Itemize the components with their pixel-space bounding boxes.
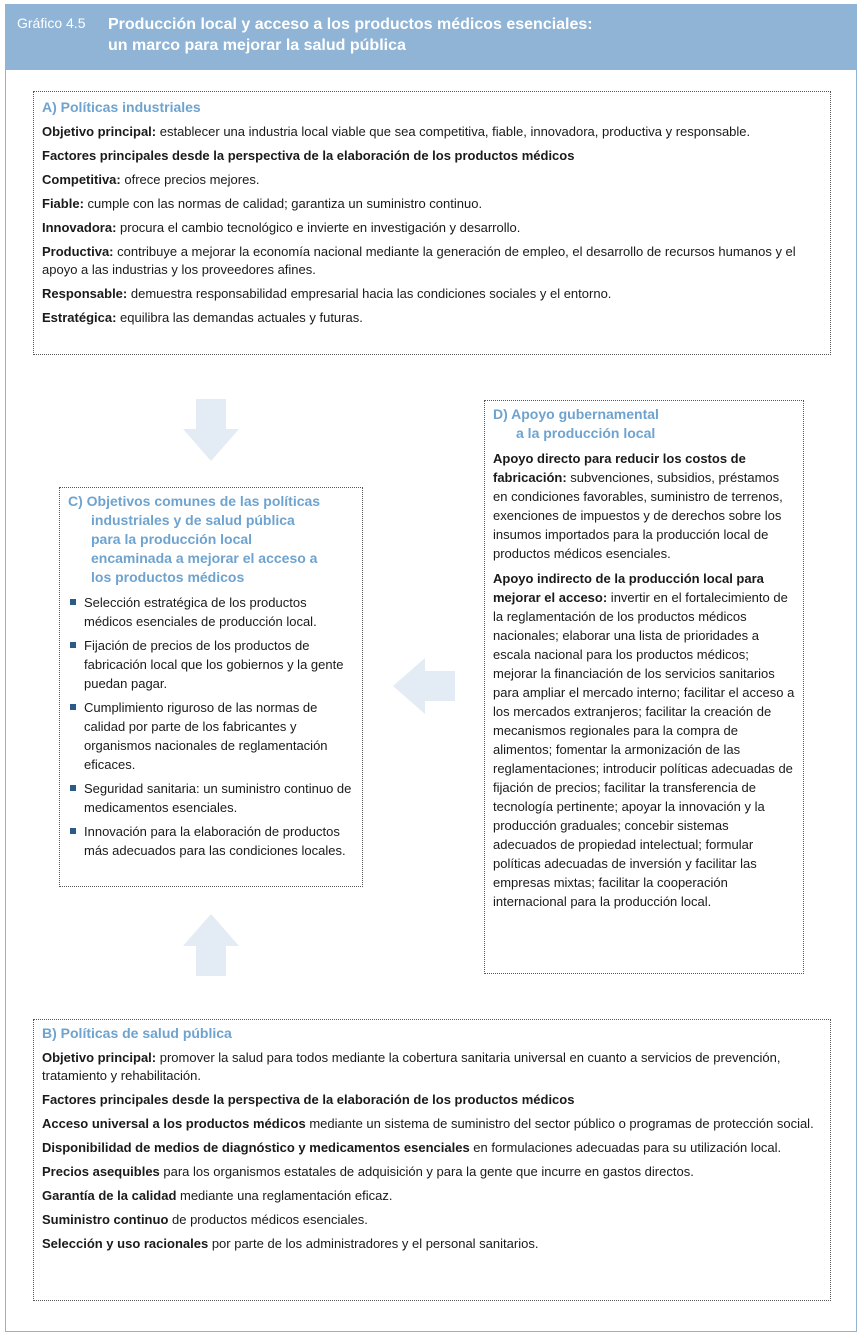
- box-b-heading: B) Políticas de salud pública: [42, 1025, 232, 1041]
- bullet-square-icon: [70, 828, 76, 834]
- box-a-item-label: Competitiva:: [42, 172, 121, 187]
- box-a-item-label: Responsable:: [42, 286, 128, 301]
- arrow-down-icon: [183, 399, 239, 461]
- box-a-item-text: cumple con las normas de calidad; garantiza un suministro continuo.: [83, 196, 483, 211]
- box-a-heading: A) Políticas industriales: [42, 99, 201, 115]
- figure-title: [108, 14, 708, 56]
- box-a-item-label: Fiable:: [42, 196, 84, 211]
- box-a-objective: [42, 123, 822, 141]
- box-a-item: [42, 285, 822, 303]
- box-a-item: [42, 171, 822, 189]
- box-b-item-text: en formulaciones adecuadas para su utilización local.: [469, 1140, 782, 1155]
- box-c-heading-line: industriales y de salud pública: [91, 512, 295, 528]
- box-c-heading-line: para la producción local: [91, 531, 253, 547]
- box-a-item-label: Productiva:: [42, 244, 114, 259]
- box-a-item-label: Estratégica:: [42, 310, 117, 325]
- bullet-square-icon: [70, 599, 76, 605]
- list-item-text: Selección estratégica de los productos médicos esenciales de producción local.: [84, 595, 317, 629]
- box-b-item: [42, 1115, 822, 1133]
- list-item-text: Innovación para la elaboración de productos más adecuados para las condiciones locales.: [84, 824, 346, 858]
- bullet-square-icon: [70, 785, 76, 791]
- box-b-item-text: mediante una reglamentación eficaz.: [176, 1188, 393, 1203]
- box-b-factors-heading: Factores principales desde la perspectiva de la elaboración de los productos médicos: [42, 1092, 575, 1107]
- box-a-objective-label: Objetivo principal:: [42, 124, 157, 139]
- bullet-square-icon: [70, 642, 76, 648]
- figure-title-line1: Producción local y acceso a los productos médicos esenciales:: [108, 16, 593, 33]
- box-b-objective: [42, 1049, 822, 1085]
- list-item-text: Seguridad sanitaria: un suministro continuo de medicamentos esenciales.: [84, 781, 352, 815]
- box-b-item: [42, 1235, 822, 1253]
- box-b-item-text: para los organismos estatales de adquisición y para la gente que incurre en gastos directos.: [159, 1164, 694, 1179]
- box-d-indirect-support: [493, 569, 795, 911]
- box-c-heading-line: C) Objetivos comunes de las políticas: [68, 493, 321, 509]
- box-a-item-label: Innovadora:: [42, 220, 117, 235]
- box-b-item: [42, 1163, 822, 1181]
- box-b-item-label: Selección y uso racionales: [42, 1236, 209, 1251]
- list-item: [68, 636, 354, 693]
- box-b-item-label: Disponibilidad de medios de diagnóstico y medicamentos esenciales: [42, 1140, 470, 1155]
- box-b-objective-label: Objetivo principal:: [42, 1050, 157, 1065]
- box-b-item-label: Acceso universal a los productos médicos: [42, 1116, 306, 1131]
- list-item: [68, 779, 354, 817]
- box-a-objective-text: establecer una industria local viable que sea competitiva, fiable, innovadora, productiva y responsable.: [156, 124, 751, 139]
- box-government-support: [484, 400, 804, 974]
- box-a-item: [42, 219, 822, 237]
- box-d-direct-text: subvenciones, subsidios, préstamos en condiciones favorables, suministro de terrenos, exenciones de impuestos y de derechos sobre los insumos importados para la producción local de productos médicos esenciales.: [493, 470, 783, 561]
- box-common-objectives: [59, 487, 363, 887]
- list-item-text: Cumplimiento riguroso de las normas de calidad por parte de los fabricantes y organismos nacionales de reglamentación eficaces.: [84, 700, 328, 772]
- box-b-item-label: Precios asequibles: [42, 1164, 160, 1179]
- box-d-heading-line: a la producción local: [516, 425, 656, 441]
- list-item-text: Fijación de precios de los productos de fabricación local que los gobiernos y la gente puedan pagar.: [84, 638, 344, 691]
- box-c-heading-line: los productos médicos: [91, 569, 245, 585]
- box-a-item-text: ofrece precios mejores.: [120, 172, 260, 187]
- box-industrial-policies: [33, 91, 831, 355]
- list-item: [68, 698, 354, 774]
- box-b-item-text: por parte de los administradores y el personal sanitarios.: [208, 1236, 539, 1251]
- figure-header: [5, 4, 857, 70]
- box-d-direct-label: Apoyo directo para reducir los costos de fabricación:: [493, 451, 746, 485]
- box-a-factors-heading: Factores principales desde la perspectiva de la elaboración de los productos médicos: [42, 148, 575, 163]
- box-a-item: [42, 309, 822, 327]
- box-c-bullet-list: [68, 593, 354, 860]
- box-d-heading: [493, 405, 795, 443]
- box-d-direct-support: [493, 449, 795, 563]
- box-a-item-text: contribuye a mejorar la economía nacional mediante la generación de empleo, el desarrollo de recursos humanos y el apoyo a las industrias y los proveedores afines.: [42, 244, 796, 277]
- box-d-indirect-label: Apoyo indirecto de la producción local para mejorar el acceso:: [493, 571, 764, 605]
- box-b-item-label: Garantía de la calidad: [42, 1188, 177, 1203]
- box-a-item: [42, 195, 822, 213]
- list-item: [68, 593, 354, 631]
- box-b-item-text: mediante un sistema de suministro del sector público o programas de protección social.: [305, 1116, 814, 1131]
- box-d-heading-line: D) Apoyo gubernamental: [493, 406, 659, 422]
- box-a-item-text: demuestra responsabilidad empresarial hacia las condiciones sociales y el entorno.: [127, 286, 612, 301]
- box-a-item-text: procura el cambio tecnológico e invierte en investigación y desarrollo.: [116, 220, 521, 235]
- figure-title-line2: un marco para mejorar la salud pública: [108, 37, 406, 54]
- figure-number: Gráfico 4.5: [17, 15, 86, 31]
- list-item: [68, 822, 354, 860]
- bullet-square-icon: [70, 704, 76, 710]
- arrow-up-icon: [183, 914, 239, 976]
- box-a-item: [42, 243, 822, 279]
- box-c-heading: [68, 492, 354, 587]
- box-c-heading-line: encaminada a mejorar el acceso a: [91, 550, 318, 566]
- box-b-item: [42, 1139, 822, 1157]
- box-a-item-text: equilibra las demandas actuales y futuras.: [116, 310, 363, 325]
- arrow-left-icon: [393, 658, 455, 714]
- box-b-item-text: de productos médicos esenciales.: [168, 1212, 368, 1227]
- box-b-item: [42, 1211, 822, 1229]
- box-b-item: [42, 1187, 822, 1205]
- box-d-indirect-text: invertir en el fortalecimiento de la reglamentación de los productos médicos nacionales; elaborar una lista de prioridades a escala nacional para los productos médicos; mejorar la financiación de los servicios sanitarios para ampliar el mercado interno; facilitar el acceso a los mercados extranjeros; facilitar la creación de mecanismos regionales para la compra de alimentos; fomentar la armonización de las reglamentaciones; introducir políticas adecuadas de fijación de precios; facilitar la transferencia de tecnología pertinente; apoyar la innovación y la producción graduales; concebir sistemas adecuados de propiedad intelectual; formular políticas adecuadas de inversión y facilitar las empresas mixtas; facilitar la cooperación internacional para la producción local.: [493, 590, 795, 909]
- box-public-health-policies: [33, 1019, 831, 1301]
- box-b-item-label: Suministro continuo: [42, 1212, 169, 1227]
- box-b-objective-text: promover la salud para todos mediante la cobertura sanitaria universal en cuanto a servicios de prevención, tratamiento y rehabilitación.: [42, 1050, 781, 1083]
